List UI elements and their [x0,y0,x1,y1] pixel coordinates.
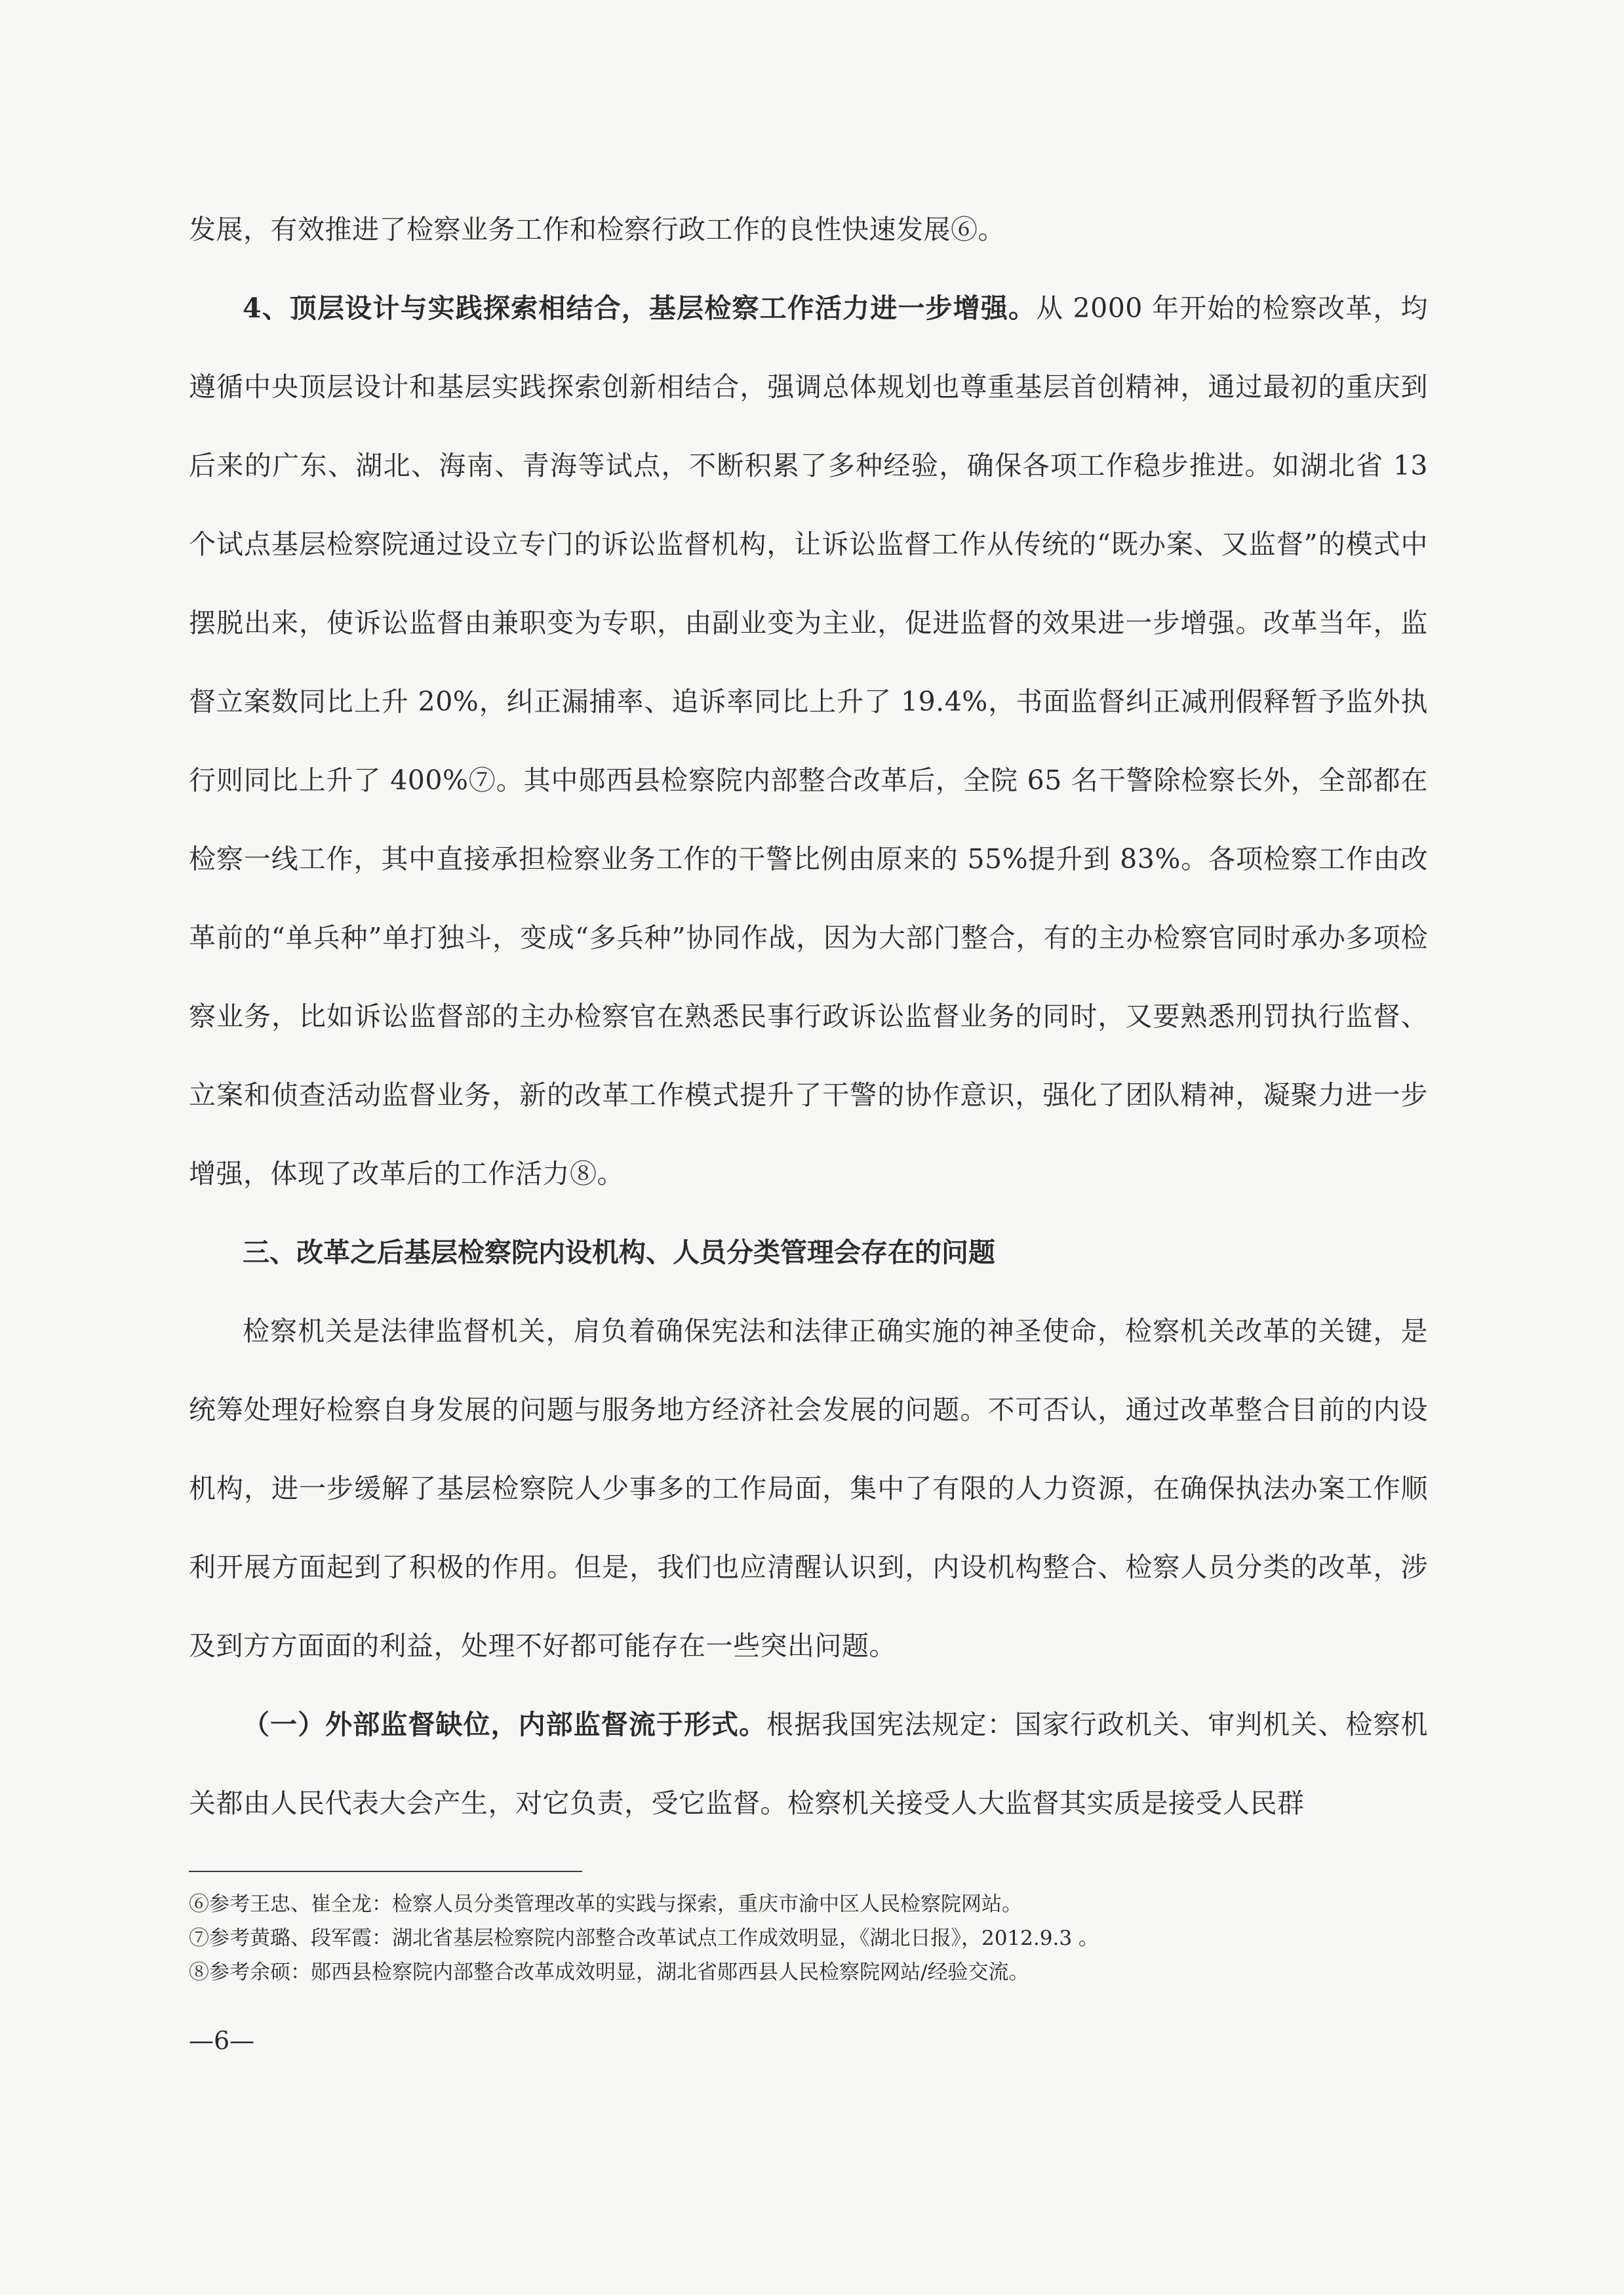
footnote-divider [189,1871,582,1872]
paragraph-lead: 4、顶层设计与实践探索相结合，基层检察工作活力进一步增强。 [243,292,1037,324]
section-heading: 三、改革之后基层检察院内设机构、人员分类管理会存在的问题 [243,1237,995,1268]
paragraph-subsection-1 [189,1685,1428,1843]
paragraph-intro [189,1292,1428,1685]
paragraph-text: 发展，有效推进了检察业务工作和检察行政工作的良性快速发展⑥。 [189,214,1005,245]
body-text [189,190,1428,1843]
paragraph-text: 根据我国宪法规定：国家行政机关、审判机关、检察机关都由人民代表大会产生，对它负责，受它监督。检察机关接受人大监督其实质是接受人民群 [189,1709,1429,1819]
paragraph-lead: （一）外部监督缺位，内部监督流于形式。 [243,1709,767,1740]
page-number: —6— [189,2026,255,2055]
footnote-6: ⑥参考王忠、崔全龙：检察人员分类管理改革的实践与探索，重庆市渝中区人民检察院网站。 [189,1892,1022,1916]
paragraph-text: 从 2000 年开始的检察改革，均遵循中央顶层设计和基层实践探索创新相结合，强调总体规划也尊重基层首创精神，通过最初的重庆到后来的广东、湖北、海南、青海等试点，不断积累了多种经验，确保各项工作稳步推进。如湖北省 13 个试点基层检察院通过设立专门的诉讼监督机构，让诉讼监督工作从传统的“既办案、又监督”的模式中摆脱出来，使诉讼监督由兼职变为专职，由副业变为主业，促进监督的效果进一步增强。改革当年，监督立案数同比上升 20%，纠正漏捕率、追诉率同比上升了 19.4%，书面监督纠正减刑假释暂予监外执行则同比上升了 400%⑦。其中郧西县检察院内部整合改革后，全院 65 名干警除检察长外，全部都在检察一线工作，其中直接承担检察业务工作的干警比例由原来的 55%提升到 83%。各项检察工作由改革前的“单兵种”单打独斗，变成“多兵种”协同作战，因为大部门整合，有的主办检察官同时承办多项检察业务，比如诉讼监督部的主办检察官在熟悉民事行政诉讼监督业务的同时，又要熟悉刑罚执行监督、立案和侦查活动监督业务，新的改革工作模式提升了干警的协作意识，强化了团队精神，凝聚力进一步增强，体现了改革后的工作活力⑧。 [189,292,1428,1189]
paragraph-continuation [189,190,1428,269]
paragraph-text: 检察机关是法律监督机关，肩负着确保宪法和法律正确实施的神圣使命，检察机关改革的关键，是统筹处理好检察自身发展的问题与服务地方经济社会发展的问题。不可否认，通过改革整合目前的内设机构，进一步缓解了基层检察院人少事多的工作局面，集中了有限的人力资源，在确保执法办案工作顺利开展方面起到了积极的作用。但是，我们也应清醒认识到，内设机构整合、检察人员分类的改革，涉及到方方面面的利益，处理不好都可能存在一些突出问题。 [189,1315,1428,1662]
paragraph-topic-4 [189,269,1428,1213]
footnotes [189,1887,1428,1989]
footnote-8: ⑧参考余硕：郧西县检察院内部整合改革成效明显，湖北省郧西县人民检察院网站/经验交流。 [189,1961,1029,1984]
footnote-7: ⑦参考黄璐、段军霞：湖北省基层检察院内部整合改革试点工作成效明显，《湖北日报》，2012.9.3 。 [189,1926,1099,1950]
